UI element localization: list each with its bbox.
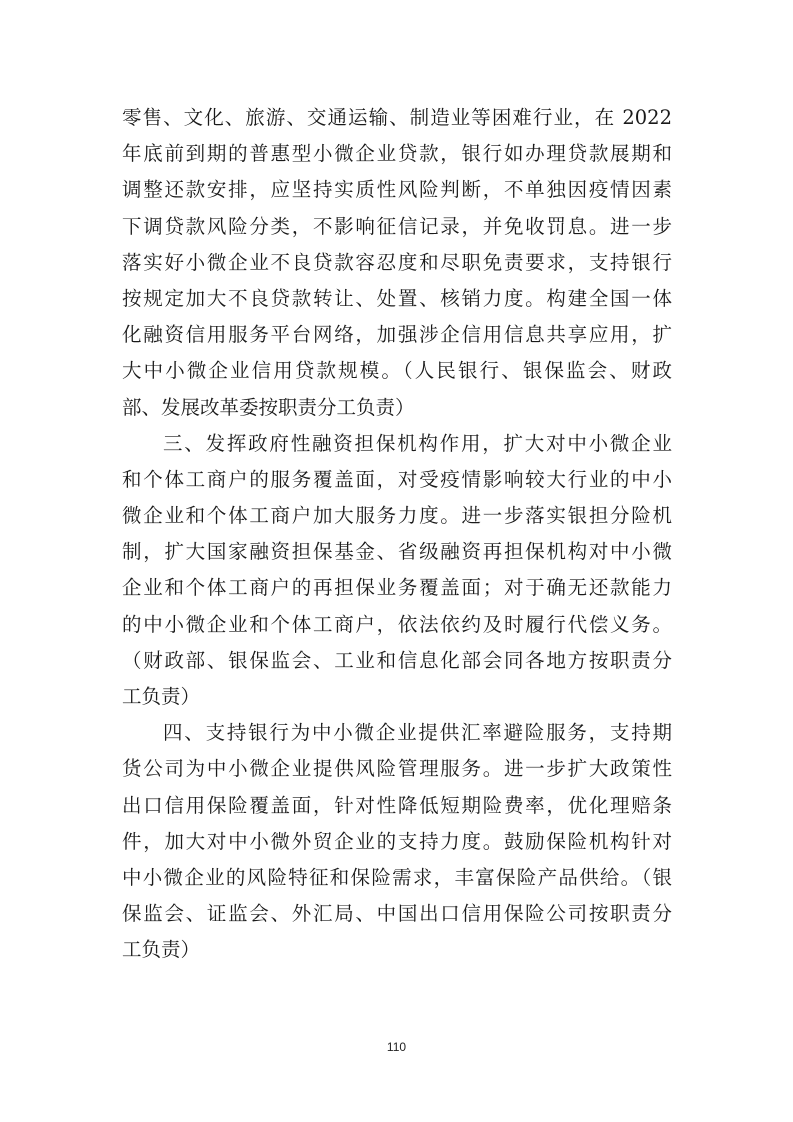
text-line: 工负责） <box>122 938 201 962</box>
text-line: 落实好小微企业不良贷款容忍度和尽职免责要求，支持银行 <box>122 250 672 274</box>
text-line: 货公司为中小微企业提供风险管理服务。进一步扩大政策性 <box>122 757 672 781</box>
text-line: 中小微企业的风险特征和保险需求，丰富保险产品供给。（银 <box>122 865 672 889</box>
text-line: 的中小微企业和个体工商户，依法依约及时履行代偿义务。 <box>122 612 672 636</box>
text-line: 和个体工商户的服务覆盖面，对受疫情影响较大行业的中小 <box>122 467 672 491</box>
text-line: 调整还款安排，应坚持实质性风险判断，不单独因疫情因素 <box>122 178 672 202</box>
paragraph-heading-line: 四、支持银行为中小微企业提供汇率避险服务，支持期 <box>163 721 672 745</box>
page-number: 110 <box>386 1040 407 1054</box>
body-text <box>122 100 672 969</box>
text-line: （财政部、银保监会、工业和信息化部会同各地方按职责分 <box>122 648 672 672</box>
text-line: 件，加大对中小微外贸企业的支持力度。鼓励保险机构针对 <box>122 829 672 853</box>
text-line: 下调贷款风险分类，不影响征信记录，并免收罚息。进一步 <box>122 214 672 238</box>
text-line: 微企业和个体工商户加大服务力度。进一步落实银担分险机 <box>122 504 672 528</box>
text-line: 制，扩大国家融资担保基金、省级融资再担保机构对中小微 <box>122 540 672 564</box>
text-line: 大中小微企业信用贷款规模。（人民银行、银保监会、财政 <box>122 359 672 383</box>
text-line: 保监会、证监会、外汇局、中国出口信用保险公司按职责分 <box>122 902 672 926</box>
text-line: 企业和个体工商户的再担保业务覆盖面；对于确无还款能力 <box>122 576 672 600</box>
text-line: 工负责） <box>122 685 201 708</box>
text-line: 出口信用保险覆盖面，针对性降低短期险费率，优化理赔条 <box>122 793 672 817</box>
text-line: 年底前到期的普惠型小微企业贷款，银行如办理贷款展期和 <box>122 142 672 166</box>
text-line: 化融资信用服务平台网络，加强涉企信用信息共享应用，扩 <box>122 323 672 347</box>
paragraph-heading-line: 三、发挥政府性融资担保机构作用，扩大对中小微企业 <box>163 431 672 455</box>
text-line: 零售、文化、旅游、交通运输、制造业等困难行业，在 2022 <box>122 106 672 129</box>
text-line: 部、发展改革委按职责分工负责） <box>122 395 415 419</box>
text-line: 按规定加大不良贷款转让、处置、核销力度。构建全国一体 <box>122 286 672 310</box>
